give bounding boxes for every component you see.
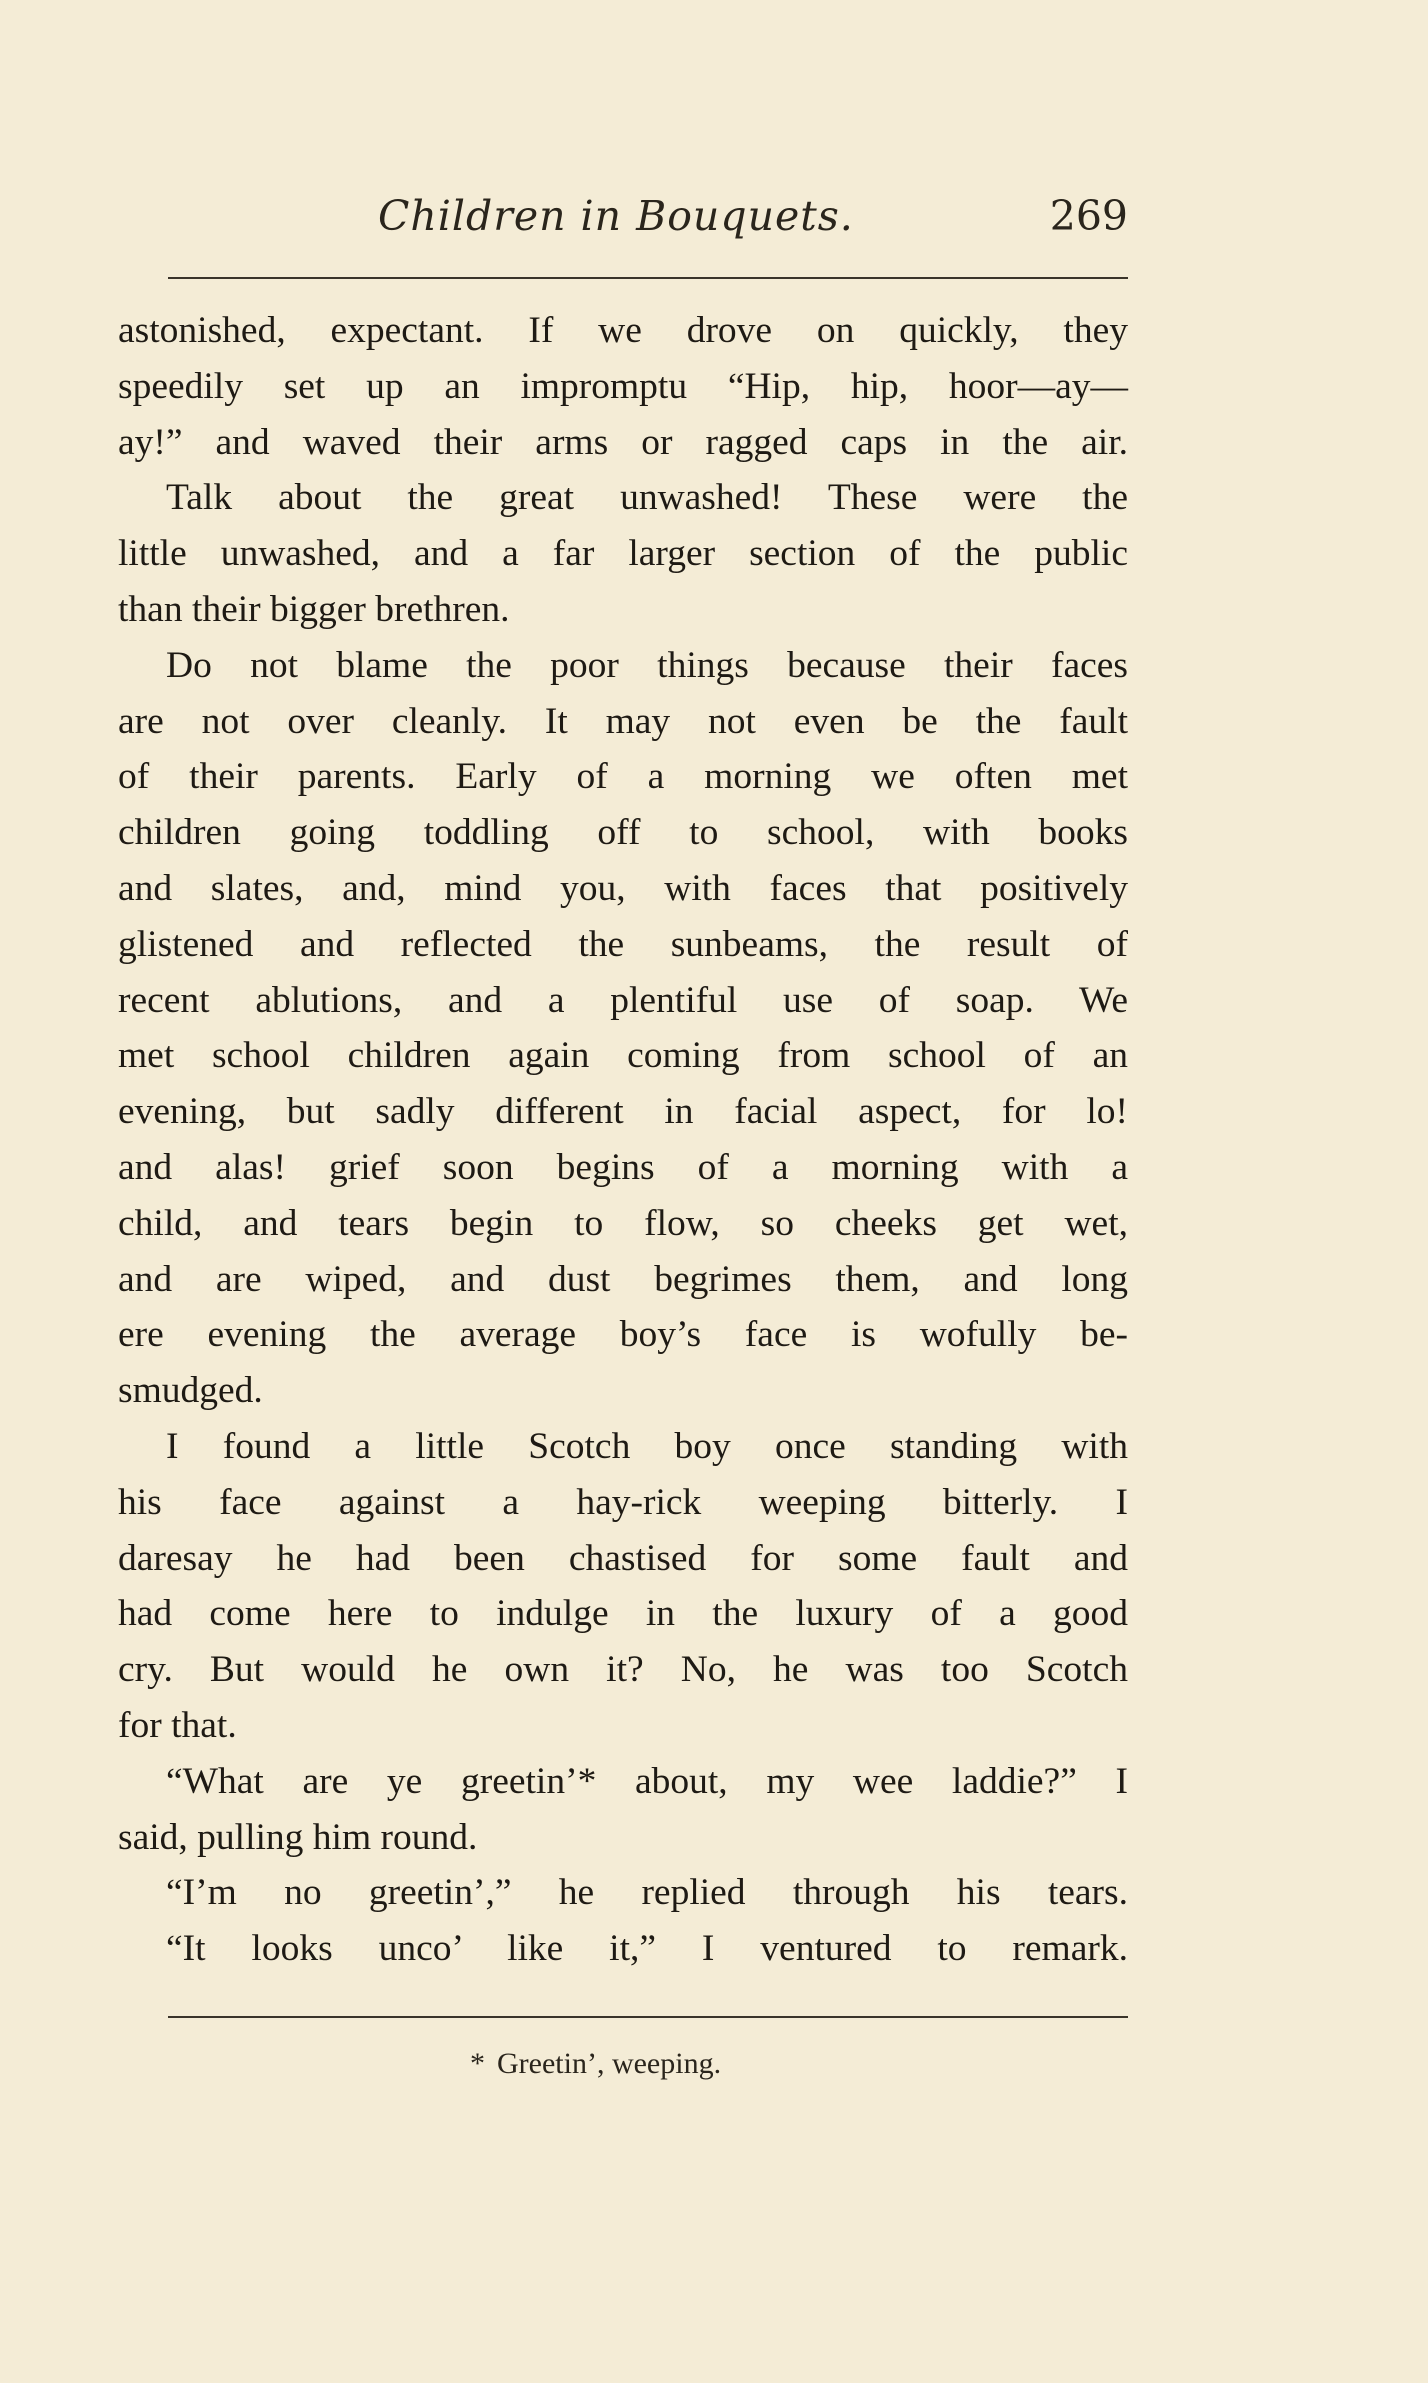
text-line: children going toddling off to school, with books [118,812,1128,854]
text-line: glistened and reflected the sunbeams, the result of [118,923,1128,965]
text-line: “I’m no greetin’,” he replied through his tears. [166,1872,1128,1914]
text-line: said, pulling him round. [118,1816,478,1858]
text-line: of their parents. Early of a morning we often met [118,756,1128,798]
text-line: and are wiped, and dust begrimes them, and long [118,1258,1128,1300]
text-line: had come here to indulge in the luxury of a good [118,1593,1128,1635]
page-number: 269 [1049,192,1128,240]
text-line: are not over cleanly. It may not even be the fault [118,700,1128,742]
footnote-text: Greetin’, weeping. [497,2047,722,2080]
text-line: ay!” and waved their arms or ragged caps in the air. [118,421,1128,463]
text-line: smudged. [118,1370,263,1412]
text-line: than their bigger brethren. [118,588,510,630]
text-line: “What are ye greetin’* about, my wee laddie?” I [166,1760,1128,1802]
text-line: I found a little Scotch boy once standing with [166,1425,1128,1467]
footnote-rule [168,2016,1128,2018]
text-line: recent ablutions, and a plentiful use of soap. We [118,979,1128,1021]
footnote [470,2047,721,2081]
text-line: Do not blame the poor things because their faces [166,644,1128,686]
text-line: ere evening the average boy’s face is wofully be- [118,1314,1128,1356]
text-line: and slates, and, mind you, with faces that positively [118,867,1128,909]
header-rule [168,277,1128,279]
text-line: for that. [118,1704,237,1746]
text-line: cry. But would he own it? No, he was too Scotch [118,1649,1128,1691]
text-line: and alas! grief soon begins of a morning with a [118,1146,1128,1188]
text-line: little unwashed, and a far larger section of the public [118,533,1128,575]
text-line: met school children again coming from school of an [118,1035,1128,1077]
text-line: evening, but sadly different in facial aspect, for lo! [118,1091,1128,1133]
footnote-marker: * [470,2047,485,2080]
text-line: speedily set up an impromptu “Hip, hip, hoor—ay— [118,365,1128,407]
text-line: daresay he had been chastised for some fault and [118,1537,1128,1579]
text-line: “It looks unco’ like it,” I ventured to remark. [166,1928,1128,1970]
running-head [378,192,1128,252]
text-line: his face against a hay-rick weeping bitterly. I [118,1481,1128,1523]
text-line: astonished, expectant. If we drove on quickly, they [118,310,1128,351]
text-line: Talk about the great unwashed! These were the [166,477,1128,519]
running-title: Children in Bouquets. [378,192,854,240]
text-line: child, and tears begin to flow, so cheeks get wet, [118,1202,1128,1244]
body-text [118,303,1128,1977]
